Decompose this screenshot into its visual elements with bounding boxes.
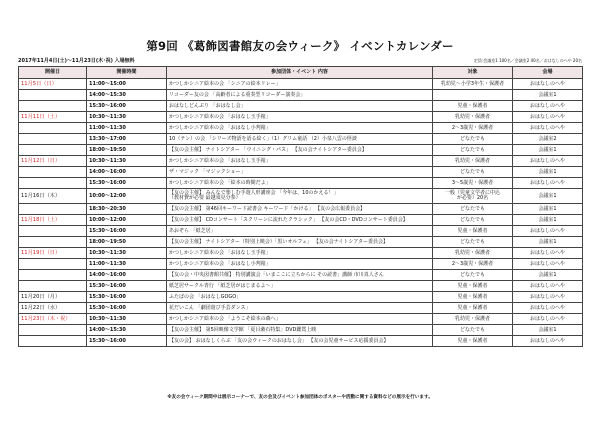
date-cell bbox=[19, 281, 87, 292]
time-cell: 18:30～20:30 bbox=[87, 204, 167, 215]
target-cell: どなたでも bbox=[433, 325, 513, 336]
time-cell: 14:00～16:00 bbox=[87, 270, 167, 281]
target-cell-line: 一般（児童文学者に中込 bbox=[444, 190, 500, 196]
target-cell bbox=[433, 189, 513, 204]
table-row bbox=[19, 112, 583, 123]
date-cell bbox=[19, 167, 87, 178]
target-cell: どなたでも bbox=[433, 237, 513, 248]
date-cell bbox=[19, 134, 87, 145]
date-cell bbox=[19, 259, 87, 270]
event-cell: かつしかシニア絵本の会 「おはなし小判箱」 bbox=[167, 123, 433, 134]
time-cell: 14:00～15:30 bbox=[87, 325, 167, 336]
venue-cell: おはなしのへや bbox=[513, 226, 583, 237]
target-cell: どなたでも bbox=[433, 134, 513, 145]
table-row bbox=[19, 259, 583, 270]
date-cell bbox=[19, 226, 87, 237]
venue-cell: おはなしのへや bbox=[513, 336, 583, 347]
table-row bbox=[19, 292, 583, 303]
time-cell: 10:00～12:00 bbox=[87, 215, 167, 226]
table-row bbox=[19, 79, 583, 90]
event-period: 2017年11月4日(土)～11月23日(木･祝) 入場無料 bbox=[18, 58, 135, 64]
table-row bbox=[19, 156, 583, 167]
time-cell: 11:00～11:30 bbox=[87, 123, 167, 134]
venue-cell: 会議室1 bbox=[513, 237, 583, 248]
time-cell: 14:00～16:00 bbox=[87, 167, 167, 178]
table-row bbox=[19, 336, 583, 347]
target-cell: どなたでも bbox=[433, 215, 513, 226]
time-cell: 15:30～16:00 bbox=[87, 281, 167, 292]
event-cell: 【友の会主催】 ナイトシアター 「ウイニング・パス」 【友の会ナイトシアター委員会】 bbox=[167, 145, 433, 156]
event-cell: かつしかシニア絵本の会 「シニアの絵本リレー」 bbox=[167, 79, 433, 90]
time-cell: 18:00～19:50 bbox=[87, 237, 167, 248]
table-row bbox=[19, 281, 583, 292]
table-row bbox=[19, 215, 583, 226]
target-cell: どなたでも bbox=[433, 167, 513, 178]
event-cell: かつしかシニア絵本の会 「おはなし玉手箱」 bbox=[167, 156, 433, 167]
table-row bbox=[19, 237, 583, 248]
time-cell: 15:30～16:00 bbox=[87, 226, 167, 237]
date-cell bbox=[19, 325, 87, 336]
event-cell bbox=[167, 189, 433, 204]
table-row bbox=[19, 303, 583, 314]
venue-cell: 会議室1 bbox=[513, 325, 583, 336]
date-cell bbox=[19, 90, 87, 101]
target-cell: 乳幼児・保護者 bbox=[433, 314, 513, 325]
time-cell: 15:30～16:00 bbox=[87, 336, 167, 347]
venue-cell: おはなしのへや bbox=[513, 178, 583, 189]
target-cell: どなたでも bbox=[433, 204, 513, 215]
venue-cell: 会議室1 bbox=[513, 145, 583, 156]
target-cell: 児童・保護者 bbox=[433, 281, 513, 292]
date-cell bbox=[19, 123, 87, 134]
table-row bbox=[19, 178, 583, 189]
table-row bbox=[19, 123, 583, 134]
time-cell: 13:30～17:00 bbox=[87, 134, 167, 145]
date-cell: 11月12日（日） bbox=[19, 156, 87, 167]
date-cell bbox=[19, 178, 87, 189]
header-event: 参加団体・イベント 内容 bbox=[167, 67, 433, 79]
venue-cell: おはなしのへや bbox=[513, 281, 583, 292]
venue-cell: おはなしのへや bbox=[513, 123, 583, 134]
target-cell: どなたでも bbox=[433, 270, 513, 281]
time-cell: 15:30～16:00 bbox=[87, 178, 167, 189]
header-target: 対象 bbox=[433, 67, 513, 79]
date-cell: 11月19日（日） bbox=[19, 248, 87, 259]
target-cell bbox=[433, 90, 513, 101]
time-cell: 15:30～16:00 bbox=[87, 303, 167, 314]
target-cell-line: が必要）20名 bbox=[456, 195, 489, 201]
time-cell: 10:30～11:30 bbox=[87, 112, 167, 123]
event-cell-line: （教材費が必要 最越須見分参） bbox=[169, 195, 241, 201]
footnote: ※友の会ウィーク期間中は展示コーナーで、友の会及びイベント参加団体のポスターや活動に関する資料などの展示を行います。 bbox=[167, 395, 433, 400]
target-cell: 乳幼児・保護者 bbox=[433, 248, 513, 259]
table-row bbox=[19, 189, 583, 204]
table-row bbox=[19, 314, 583, 325]
event-cell: かつしかシニア絵本の会 「絵本の時間だよ」 bbox=[167, 178, 433, 189]
table-row bbox=[19, 90, 583, 101]
venue-cell: おはなしのへや bbox=[513, 248, 583, 259]
header-date: 開催日 bbox=[19, 67, 87, 79]
venue-cell: おはなしのへや bbox=[513, 259, 583, 270]
table-row bbox=[19, 248, 583, 259]
event-cell: 紙芝居サークル青行 「紙芝居がはじまるよ～」 bbox=[167, 281, 433, 292]
event-cell: 【友の会・中央図書館共催】 特別講演会「いまここに立ちからに その読書」講師 市川真人さん bbox=[167, 270, 433, 281]
event-cell: ふたばの会 「おはなしGOGO」 bbox=[167, 292, 433, 303]
event-cell: 【友の会主催】 CDコンサート「スクリーンに流れたクラシック」 【友の会CD・DVDコンサート委員会】 bbox=[167, 215, 433, 226]
table-row bbox=[19, 325, 583, 336]
time-cell: 10:30～11:30 bbox=[87, 314, 167, 325]
date-cell: 11月5日（日） bbox=[19, 79, 87, 90]
event-cell: かつしかシニア絵本の会 「おはなし玉手箱」 bbox=[167, 248, 433, 259]
date-cell bbox=[19, 336, 87, 347]
table-row bbox=[19, 134, 583, 145]
time-cell: 11:00～11:30 bbox=[87, 259, 167, 270]
date-cell: 11月20日（月） bbox=[19, 292, 87, 303]
target-cell: 乳幼児・保護者 bbox=[433, 112, 513, 123]
header-venue: 会場 bbox=[513, 67, 583, 79]
venue-cell: 会議室1 bbox=[513, 90, 583, 101]
date-cell bbox=[19, 101, 87, 112]
date-cell: 11月18日（土） bbox=[19, 215, 87, 226]
time-cell: 15:30～16:00 bbox=[87, 292, 167, 303]
table-row bbox=[19, 270, 583, 281]
time-cell: 10:30～11:30 bbox=[87, 248, 167, 259]
event-cell: かつしかシニア絵本の会 「おはなし小判箱」 bbox=[167, 259, 433, 270]
event-cell-line: 【友の会主催】 みんなで楽しむ手遊人形講座会 「今年は、10のかえる！」 bbox=[169, 190, 339, 196]
target-cell: 児童・保護者 bbox=[433, 226, 513, 237]
venue-cell: おはなしのへや bbox=[513, 156, 583, 167]
target-cell: どなたでも bbox=[433, 145, 513, 156]
time-cell: 18:00～19:50 bbox=[87, 145, 167, 156]
event-cell: ザ・マジック 「マジックショー」 bbox=[167, 167, 433, 178]
venue-cell: おはなしのへや bbox=[513, 112, 583, 123]
event-cell: かつしかシニア絵本の会 「ようこそ絵本の森へ」 bbox=[167, 314, 433, 325]
target-cell: 乳幼児～小学3年生・保護者 bbox=[433, 79, 513, 90]
table-row bbox=[19, 145, 583, 156]
header-time: 開催時間 bbox=[87, 67, 167, 79]
date-cell: 11月23日（木・祝） bbox=[19, 314, 87, 325]
table-row bbox=[19, 204, 583, 215]
target-cell: 2～3歳児・保護者 bbox=[433, 259, 513, 270]
event-cell: 花だいこん 「劇団遊び手芸ダンス」 bbox=[167, 303, 433, 314]
table-row bbox=[19, 226, 583, 237]
time-cell: 14:00～15:30 bbox=[87, 90, 167, 101]
target-cell: 3～5歳児・保護者 bbox=[433, 178, 513, 189]
event-cell: 【友の会主催】 ナイトシアター（特別上映会）「黒いオルフェ」 【友の会ナイトシアター委員会】 bbox=[167, 237, 433, 248]
event-cell: 10（テン）の会 「シリーズ物語を語る絵く」（1）グリム童話 （2）小泉八雲の怪談 bbox=[167, 134, 433, 145]
date-cell: 11月22日（水） bbox=[19, 303, 87, 314]
venue-cell: 会議室2 bbox=[513, 134, 583, 145]
venue-cell: おはなしのへや bbox=[513, 303, 583, 314]
table-row bbox=[19, 101, 583, 112]
target-cell: 児童・保護者 bbox=[433, 303, 513, 314]
event-calendar-table bbox=[18, 66, 583, 347]
target-cell: 児童・保護者 bbox=[433, 101, 513, 112]
table-header-row bbox=[19, 67, 583, 79]
venue-cell: 会議室1 bbox=[513, 167, 583, 178]
page-title: 第9回 《葛飾図書館友の会ウィーク》 イベントカレンダー bbox=[146, 39, 454, 53]
event-cell: リコーダー友の会 「高齢者による重奏型リコーダー演奏会」 bbox=[167, 90, 433, 101]
venue-cell: 会議室1 bbox=[513, 215, 583, 226]
time-cell: 11:00～15:00 bbox=[87, 79, 167, 90]
table-row bbox=[19, 167, 583, 178]
event-cell: あおぞら 「紙芝居」 bbox=[167, 226, 433, 237]
event-cell: 【友の会主催】 第46回キーワード読書会 キーワード「かける」 【友の会広報委員会】 bbox=[167, 204, 433, 215]
event-cell: 【友の会主催】 第5回映像文学館 「夏目漱石特集」DVD鑑賞上映 bbox=[167, 325, 433, 336]
date-cell bbox=[19, 237, 87, 248]
time-cell: 10:00～12:00 bbox=[87, 189, 167, 204]
date-cell bbox=[19, 145, 87, 156]
event-cell: 【友の会】 おはなしくらぶ 「友の会ウィークのおはなし会」 【友の会児童サービス応援委員会】 bbox=[167, 336, 433, 347]
date-cell: 11月11日（土） bbox=[19, 112, 87, 123]
date-cell bbox=[19, 204, 87, 215]
target-cell: 児童・保護者 bbox=[433, 292, 513, 303]
venue-cell: おはなしのへや bbox=[513, 314, 583, 325]
time-cell: 15:30～16:00 bbox=[87, 101, 167, 112]
venue-cell: 会議室1 bbox=[513, 270, 583, 281]
time-cell: 10:30～11:30 bbox=[87, 156, 167, 167]
venue-cell: おはなしのへや bbox=[513, 292, 583, 303]
target-cell: 児童・保護者 bbox=[433, 336, 513, 347]
capacity-note: 定員:会議室1 100名／会議室2 40名／おはなしのへや 20名 bbox=[473, 58, 582, 63]
target-cell: 乳幼児・保護者 bbox=[433, 156, 513, 167]
event-cell: かつしかシニア絵本の会 「おはなし玉手箱」 bbox=[167, 112, 433, 123]
target-cell: 2～3歳児・保護者 bbox=[433, 123, 513, 134]
venue-cell: おはなしのへや bbox=[513, 101, 583, 112]
venue-cell: おはなしのへや bbox=[513, 79, 583, 90]
date-cell bbox=[19, 270, 87, 281]
venue-cell: 会議室1 bbox=[513, 189, 583, 204]
venue-cell: 会議室1 bbox=[513, 204, 583, 215]
event-cell: おはなしどんぶり 「おはなし会」 bbox=[167, 101, 433, 112]
date-cell: 11月16日（木） bbox=[19, 189, 87, 204]
